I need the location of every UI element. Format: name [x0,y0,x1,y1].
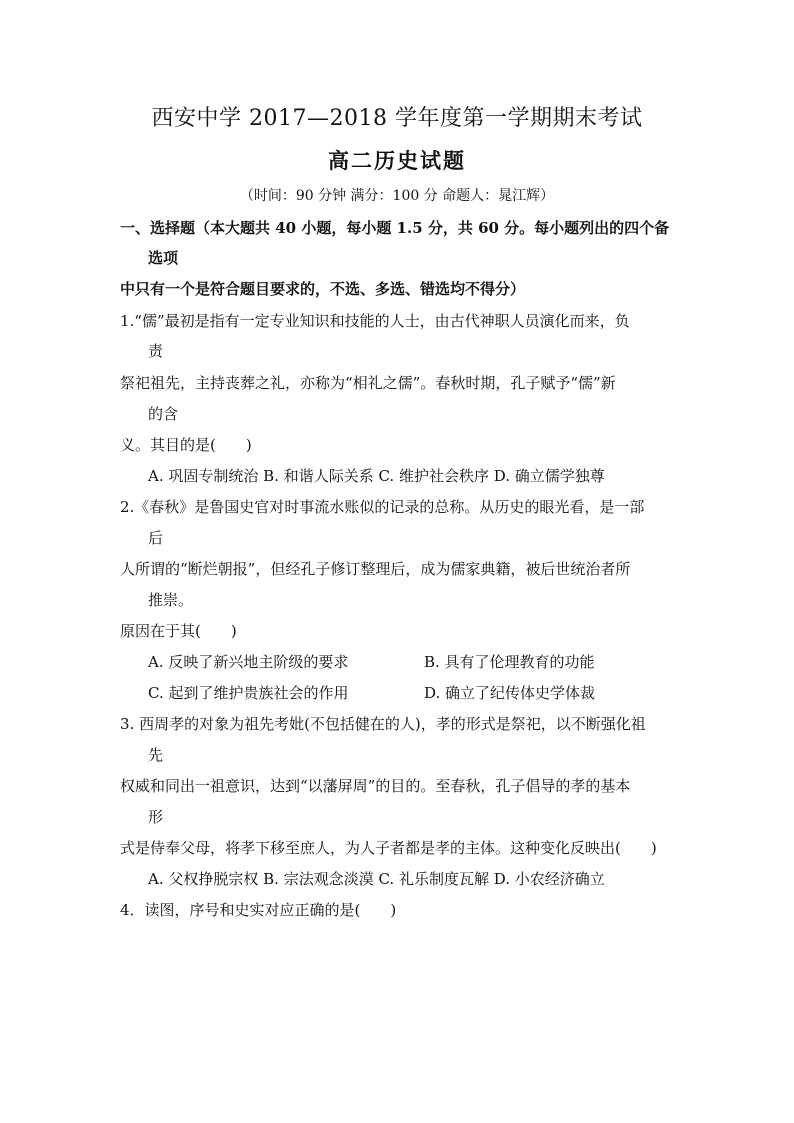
question-4-line1: 4．读图，序号和史实对应正确的是( ) [120,901,397,919]
question-2-option-b: B. 具有了伦理教育的功能 [424,653,595,671]
question-1-line3: 祭祀祖先，主持丧葬之礼，亦称为“相礼之儒”。春秋时期，孔子赋予“儒”新 [120,374,616,392]
question-2-option-d: D. 确立了纪传体史学体裁 [424,684,596,702]
question-1-options: A. 巩固专制统治 B. 和谐人际关系 C. 维护社会秩序 D. 确立儒学独尊 [148,467,605,485]
question-2-line2: 后 [148,529,164,547]
exam-info: （时间：90 分钟 满分：100 分 命题人：晁江辉） [239,188,555,204]
question-1-line5: 义。其目的是( ) [120,436,252,454]
question-3-line4: 形 [148,808,164,826]
exam-subtitle: 高二历史试题 [328,148,466,173]
question-3-line3: 权威和同出一祖意识，达到“以藩屏周”的目的。至春秋，孔子倡导的孝的基本 [120,777,631,795]
exam-title: 西安中学 2017—2018 学年度第一学期期末考试 [151,106,643,131]
question-1-line4: 的含 [148,405,179,423]
question-2-line5: 原因在于其( ) [120,622,237,640]
question-2-line3: 人所谓的“断烂朝报”，但经孔子修订整理后，成为儒家典籍，被后世统治者所 [120,560,631,578]
question-3-options: A. 父权挣脱宗权 B. 宗法观念淡漠 C. 礼乐制度瓦解 D. 小农经济确立 [148,870,605,888]
question-1-line1: 1.“儒”最初是指有一定专业知识和技能的人士，由古代神职人员演化而来，负 [120,312,630,330]
question-3-line1: 3. 西周孝的对象为祖先考妣(不包括健在的人)，孝的形式是祭祀，以不断强化祖 [120,715,646,733]
section-instructions-line3: 中只有一个是符合题目要求的，不选、多选、错选均不得分） [120,280,526,298]
question-2-option-c: C. 起到了维护贵族社会的作用 [148,684,349,702]
question-2-option-a: A. 反映了新兴地主阶级的要求 [148,653,349,671]
question-2-line4: 推崇。 [148,591,194,609]
question-3-line5: 式是侍奉父母，将孝下移至庶人，为人子者都是孝的主体。这种变化反映出( ) [120,839,657,857]
question-1-line2: 责 [148,342,164,360]
section-instructions-line1: 一、选择题（本大题共 40 小题，每小题 1.5 分，共 60 分。每小题列出的四个备 [120,219,670,237]
question-2-line1: 2.《春秋》是鲁国史官对时事流水账似的记录的总称。从历史的眼光看，是一部 [120,498,645,516]
section-instructions-line2: 选项 [148,249,179,267]
question-3-line2: 先 [148,746,164,764]
